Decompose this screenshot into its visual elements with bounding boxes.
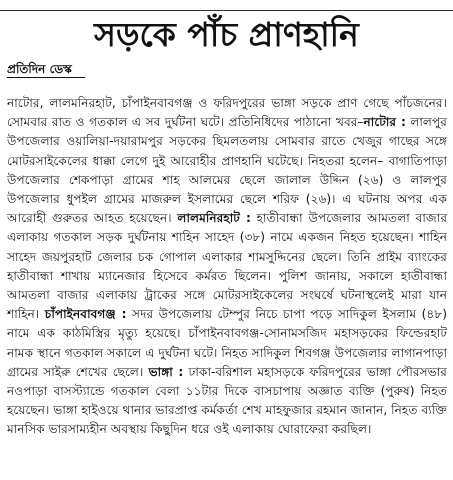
byline-underline [7,77,85,78]
article-bhanga: ঢাকা-বরিশাল মহাসড়কে ফরিদপুরের ভাঙ্গা পৌরসভার নওপাড়া বাসস্ট্যান্ডে গতকাল বেলা ১১টার দিকে বাসচাপায় অজ্ঞাত ব্যক্তি (পুরুষ) নিহত হয়েছেন। ভাঙ্গা হাইওয়ে থানার ভারপ্রাপ্ত কর্মকর্তা শেখ মাহফুজার রহমান জানান, নিহত ব্যক্তি মানসিক ভারসাম্যহীন অবস্থায় কিছুদিন ধরে ওই এলাকায় ঘোরাফেরা করছিল। [7,364,447,437]
dateline-chapainawabganj: চাঁপাইনবাবগঞ্জ : [44,307,127,322]
article-natore: লালপুর উপজেলার ওয়ালিয়া-দয়ারামপুর সড়কের ছিমলতলায় সোমবার রাতে খেজুর গাছের সঙ্গে মোটরসাইকেলের ধাক্কা লেগে দুই আরোহীর প্রাণহানি ঘটেছে। নিহতরা হলেন– বাগাতিপাড়া উপজেলার শেকপাড়া গ্রামের শাহ আলমের ছেলে জালাল উদ্দিন (২৬) ও লালপুর উপজেলার ধুপইল গ্রামের মাজরুল ইসলামের ছেলে শরিফ (২৬)। এ ঘটনায় অপর এক আরোহী গুরুতর আহত হয়েছেন। [7,115,447,226]
article-lalmonirhat: হাতীবান্ধা উপজেলার আমতলা বাজার এলাকায় গতকাল সড়ক দুর্ঘটনায় শাহিন সাহেদ (৩৮) নামে একজন নিহত হয়েছেন। শাহিন সাহেদ জয়পুরহাট জেলার চক গোপাল এলাকার শামসুদ্দিনের ছেলে। তিনি প্রাইম ব্যাংকের হাতীবান্ধা শাখায় ম্যানেজার হিসেবে কর্মরত ছিলেন। পুলিশ জানায়, সকালে হাতীবান্ধা আমতলা বাজার এলাকায় ট্রাকের সঙ্গে মোটরসাইকেলের সংঘর্ষে ঘটনাস্থলেই মারা যান শাহিন। [7,211,448,322]
article-body [7,94,447,440]
dateline-natore: নাটোর : [363,115,406,130]
dateline-bhanga: ভাঙ্গা : [148,364,184,379]
dateline-lalmonirhat: লালমনিরহাট : [177,211,251,226]
byline: প্রতিদিন ডেস্ক [7,62,72,76]
article-chapainawabganj: সদর উপজেলায় টেম্পুর নিচে চাপা পড়ে সাদিকুল ইসলাম (৪৮) নামে এক কাঠমিস্ত্রির মৃত্যু হয়েছে। চাঁপাইনবাবগঞ্জ-সোনামসজিদ মহাসড়কের ফিল্ডেরহাট নামক স্থানে গতকাল সকালে এ দুর্ঘটনা ঘটে। নিহত সাদিকুল শিবগঞ্জ উপজেলার লাগানপাড়া গ্রামের সাইরু শেখের ছেলে। [7,307,447,379]
article-intro: নাটোর, লালমনিরহাট, চাঁপাইনবাবগঞ্জ ও ফরিদপুরের ভাঙ্গা সড়কে প্রাণ গেছে পাঁচজনের। সোমবার রাত ও গতকাল এ সব দুর্ঘটনা ঘটে। প্রতিনিধিদের পাঠানো খবর– [7,96,447,130]
top-divider [0,10,453,11]
headline: সড়কে পাঁচ প্রাণহানি [94,15,359,54]
